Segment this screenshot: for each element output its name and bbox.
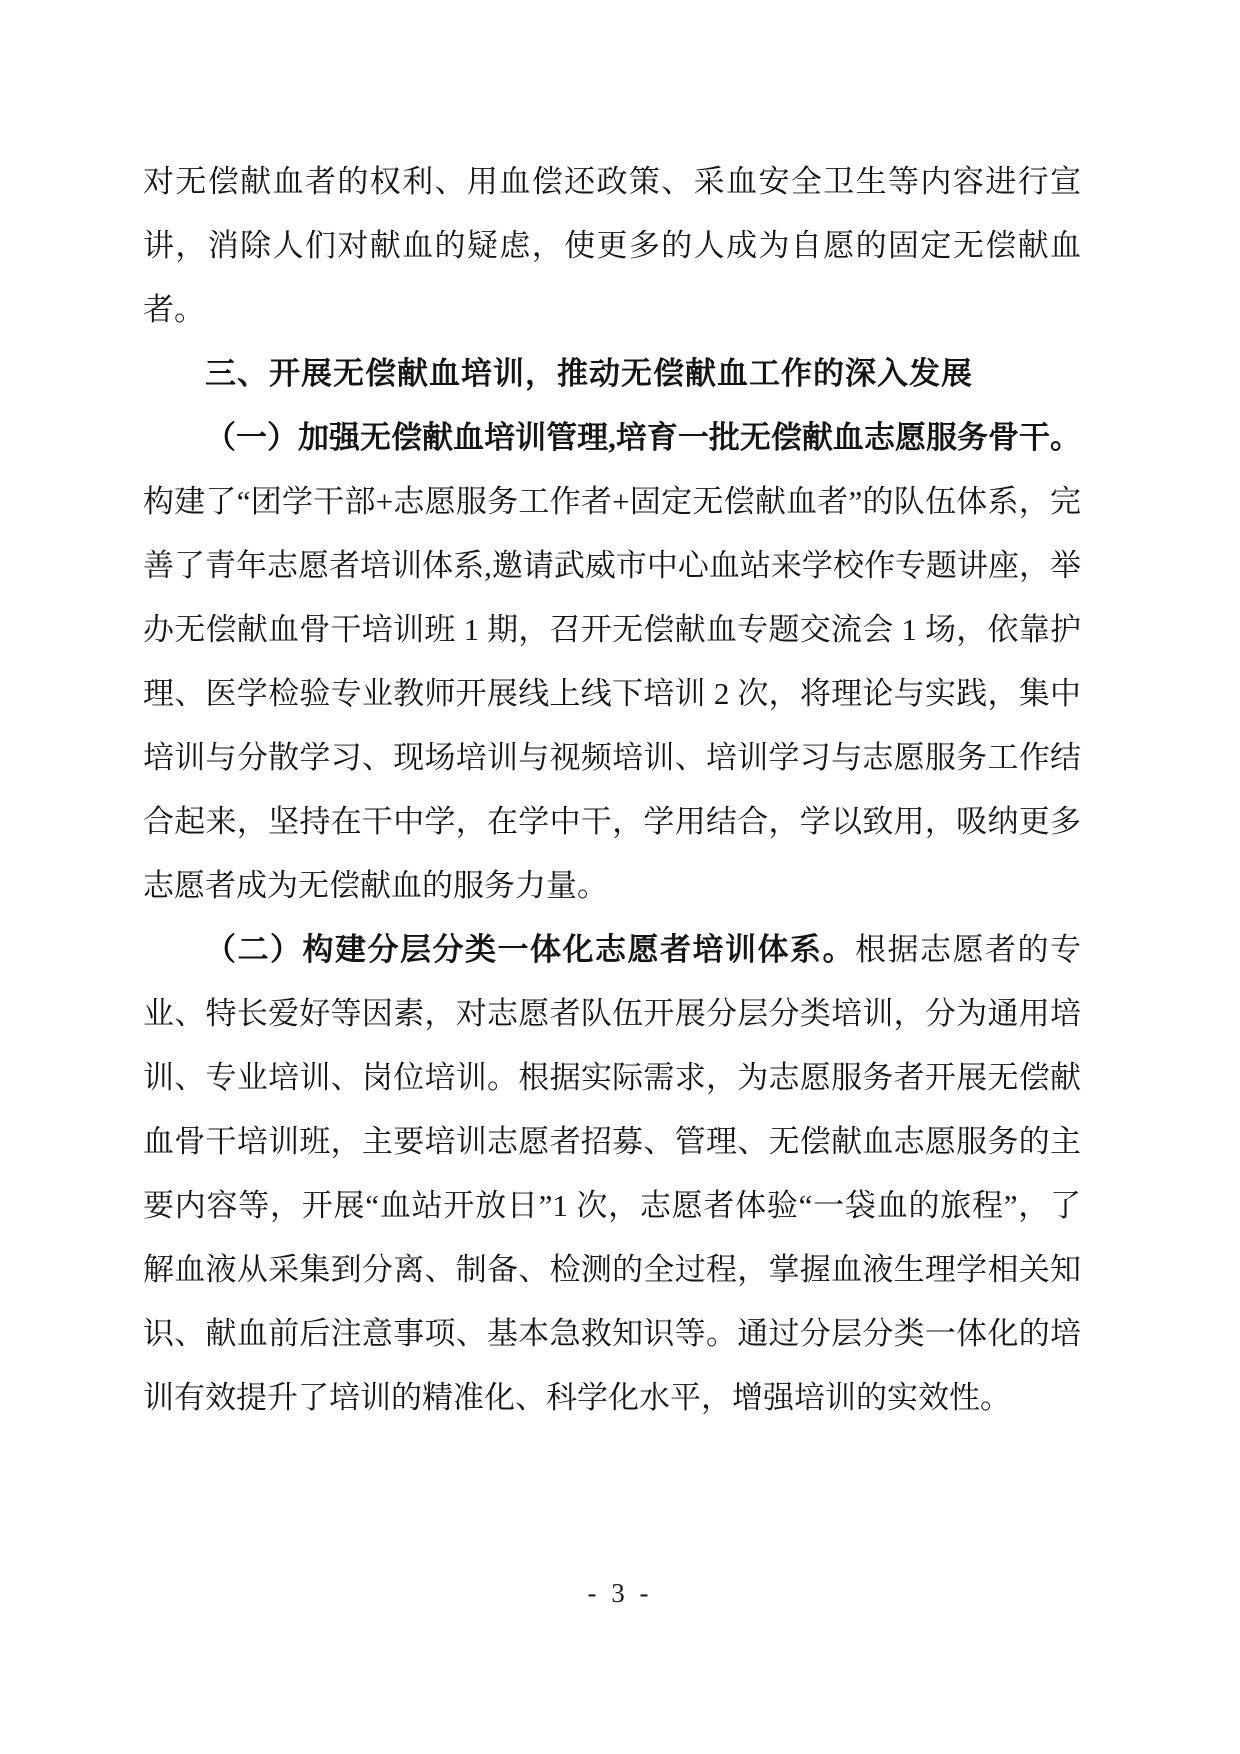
page-number: - 3 - [587,1578,653,1608]
paragraph [143,918,1081,1430]
section-heading [143,342,1081,406]
paragraph-lead-bold: 三、开展无偿献血培训，推动无偿献血工作的深入发展 [205,356,973,391]
paragraph-text: 构建了“团学干部+志愿服务工作者+固定无偿献血者”的队伍体系，完善了青年志愿者培训体系,邀请武威市中心血站来学校作专题讲座，举办无偿献血骨干培训班 1 期，召开无偿献血专题交流会 1 场，依靠护理、医学检验专业教师开展线上线下培训 2 次，将理论与实践，集中培训与分散学习、现场培训与视频培训、培训学习与志愿服务工作结合起来，坚持在干中学，在学中干，学用结合，学以致用，吸纳更多志愿者成为无偿献血的服务力量。 [143,484,1081,903]
paragraph-lead-bold: （一）加强无偿献血培训管理,培育一批无偿献血志愿服务骨干。 [205,420,1081,455]
paragraph-lead-bold: （二）构建分层分类一体化志愿者培训体系。 [205,932,855,967]
document-body [143,150,1081,1430]
paragraph-text: 对无偿献血者的权利、用血偿还政策、采血安全卫生等内容进行宣讲，消除人们对献血的疑虑，使更多的人成为自愿的固定无偿献血者。 [143,164,1081,327]
paragraph-text: 根据志愿者的专业、特长爱好等因素，对志愿者队伍开展分层分类培训，分为通用培训、专业培训、岗位培训。根据实际需求，为志愿服务者开展无偿献血骨干培训班，主要培训志愿者招募、管理、无偿献血志愿服务的主要内容等，开展“血站开放日”1 次，志愿者体验“一袋血的旅程”，了解血液从采集到分离、制备、检测的全过程，掌握血液生理学相关知识、献血前后注意事项、基本急救知识等。通过分层分类一体化的培训有效提升了培训的精准化、科学化水平，增强培训的实效性。 [143,932,1081,1415]
paragraph [143,150,1081,342]
paragraph [143,406,1081,918]
